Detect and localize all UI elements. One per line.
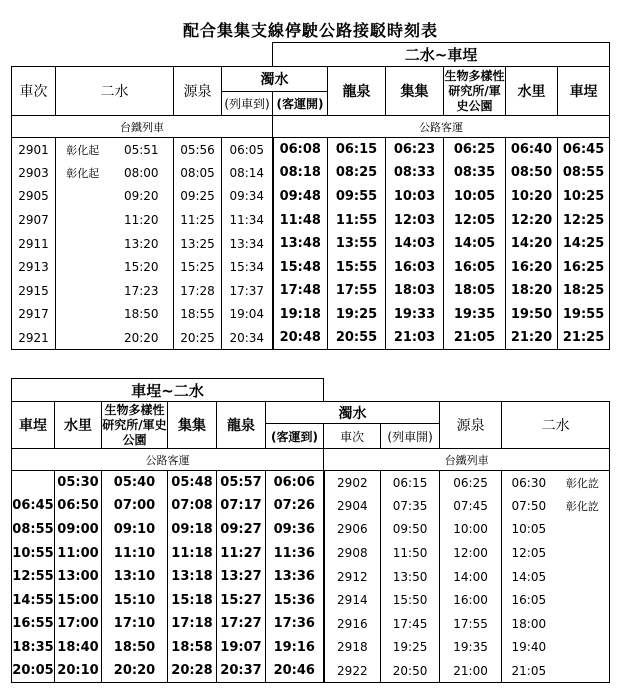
table-cell: 12:20 xyxy=(506,208,558,232)
table-cell: 2922 xyxy=(324,659,381,683)
table-cell: 11:25 xyxy=(174,208,222,232)
table-cell: 19:18 xyxy=(273,303,328,327)
table-cell: 15:50 xyxy=(381,588,440,612)
table-cell: 2916 xyxy=(324,612,381,636)
table-cell: 10:25 xyxy=(558,185,610,209)
table-cell: 2905 xyxy=(12,185,56,209)
header-bus-arrive: (客運到) xyxy=(266,424,324,449)
table-cell: 17:36 xyxy=(266,612,324,636)
header-longquan: 龍泉 xyxy=(328,67,386,116)
table-cell: 07:26 xyxy=(266,494,324,518)
table-cell: 12:55 xyxy=(12,565,55,589)
table-cell: 2902 xyxy=(324,471,381,495)
header-car-no: 車次 xyxy=(324,424,381,449)
table-cell: 11:20 xyxy=(110,208,174,232)
table-row xyxy=(12,565,610,589)
table-cell: 2907 xyxy=(12,208,56,232)
table-cell: 17:37 xyxy=(222,279,273,303)
table-cell xyxy=(56,232,110,256)
table-cell: 21:05 xyxy=(444,326,506,350)
header-ershui: 二水 xyxy=(56,67,174,116)
table-cell: 09:48 xyxy=(273,185,328,209)
table-cell: 12:25 xyxy=(558,208,610,232)
table-cell xyxy=(56,208,110,232)
table-row xyxy=(12,518,610,542)
table-cell: 07:08 xyxy=(168,494,217,518)
section-bus: 公路客運 xyxy=(273,116,610,138)
table-cell: 19:50 xyxy=(506,303,558,327)
table-cell: 20:48 xyxy=(273,326,328,350)
table-cell: 2906 xyxy=(324,518,381,542)
table-cell: 06:50 xyxy=(55,494,102,518)
table-cell: 20:20 xyxy=(102,659,168,683)
table-cell xyxy=(12,471,55,495)
table-cell: 19:04 xyxy=(222,303,273,327)
table-cell: 17:45 xyxy=(381,612,440,636)
table-cell: 07:00 xyxy=(102,494,168,518)
table-cell: 09:27 xyxy=(217,518,266,542)
table-cell: 19:55 xyxy=(558,303,610,327)
table-cell: 15:48 xyxy=(273,255,328,279)
header-checheng: 車埕 xyxy=(12,402,55,449)
table-row xyxy=(12,138,610,162)
header-bio-institute: 生物多樣性研究所/軍史公園 xyxy=(444,67,506,116)
table-cell: 18:00 xyxy=(502,612,556,636)
table-cell: 09:25 xyxy=(174,185,222,209)
table-cell: 2903 xyxy=(12,161,56,185)
header-bus-depart: (客運開) xyxy=(273,92,328,116)
table-cell: 19:33 xyxy=(386,303,444,327)
table-cell: 21:05 xyxy=(502,659,556,683)
header-checheng: 車埕 xyxy=(558,67,610,116)
table-cell: 13:25 xyxy=(174,232,222,256)
route-title: 車埕~二水 xyxy=(12,379,324,402)
table-cell: 13:10 xyxy=(102,565,168,589)
table-cell: 17:55 xyxy=(328,279,386,303)
table-cell: 09:36 xyxy=(266,518,324,542)
table-cell: 2915 xyxy=(12,279,56,303)
table-cell: 17:27 xyxy=(217,612,266,636)
table-cell: 17:55 xyxy=(440,612,502,636)
table-cell: 16:00 xyxy=(440,588,502,612)
table-cell: 06:45 xyxy=(558,138,610,162)
table-cell: 08:33 xyxy=(386,161,444,185)
table-cell: 11:50 xyxy=(381,541,440,565)
table-cell: 20:05 xyxy=(12,659,55,683)
table-cell: 2913 xyxy=(12,255,56,279)
table-cell: 09:20 xyxy=(110,185,174,209)
blank-cell xyxy=(12,43,273,67)
table-cell: 08:55 xyxy=(12,518,55,542)
table-cell: 15:27 xyxy=(217,588,266,612)
table-cell: 09:18 xyxy=(168,518,217,542)
table-cell: 20:55 xyxy=(328,326,386,350)
table-cell: 19:16 xyxy=(266,636,324,660)
table-cell: 15:20 xyxy=(110,255,174,279)
table-cell: 13:34 xyxy=(222,232,273,256)
table-cell: 15:25 xyxy=(174,255,222,279)
table-cell: 14:55 xyxy=(12,588,55,612)
table-cell: 18:40 xyxy=(55,636,102,660)
table-cell: 15:00 xyxy=(55,588,102,612)
table-cell: 2918 xyxy=(324,636,381,660)
table-cell: 19:25 xyxy=(328,303,386,327)
table-cell: 17:28 xyxy=(174,279,222,303)
table-cell xyxy=(556,636,610,660)
table-cell: 06:15 xyxy=(381,471,440,495)
table-cell: 19:35 xyxy=(440,636,502,660)
table-cell: 05:30 xyxy=(55,471,102,495)
table-cell: 14:05 xyxy=(444,232,506,256)
table-cell: 19:35 xyxy=(444,303,506,327)
table-cell: 10:03 xyxy=(386,185,444,209)
table-cell xyxy=(556,565,610,589)
table-cell: 18:58 xyxy=(168,636,217,660)
table-row xyxy=(12,659,610,683)
table-cell: 05:57 xyxy=(217,471,266,495)
table-cell: 07:35 xyxy=(381,494,440,518)
table-cell: 13:18 xyxy=(168,565,217,589)
table-cell: 20:34 xyxy=(222,326,273,350)
table-cell: 21:20 xyxy=(506,326,558,350)
table-cell: 16:55 xyxy=(12,612,55,636)
table-cell: 10:05 xyxy=(444,185,506,209)
table-cell: 14:25 xyxy=(558,232,610,256)
table-cell: 20:37 xyxy=(217,659,266,683)
table-cell: 07:50 xyxy=(502,494,556,518)
table-row xyxy=(12,636,610,660)
table-cell: 13:36 xyxy=(266,565,324,589)
header-rail-arrive: (列車到) xyxy=(222,92,273,116)
table-cell: 13:27 xyxy=(217,565,266,589)
table-row xyxy=(12,612,610,636)
table-cell: 17:00 xyxy=(55,612,102,636)
table-cell: 18:35 xyxy=(12,636,55,660)
table-cell: 06:30 xyxy=(502,471,556,495)
table-row xyxy=(12,185,610,209)
table-cell: 15:55 xyxy=(328,255,386,279)
table-cell: 11:10 xyxy=(102,541,168,565)
table-cell: 09:50 xyxy=(381,518,440,542)
table-cell xyxy=(556,588,610,612)
header-jiji: 集集 xyxy=(168,402,217,449)
table-cell: 08:14 xyxy=(222,161,273,185)
table-row xyxy=(12,494,610,518)
table-row xyxy=(12,232,610,256)
header-car-no: 車次 xyxy=(12,67,56,116)
table-cell: 彰化訖 xyxy=(556,494,610,518)
table-cell: 05:48 xyxy=(168,471,217,495)
header-rail-depart: (列車開) xyxy=(381,424,440,449)
table-cell: 20:50 xyxy=(381,659,440,683)
table-cell: 09:55 xyxy=(328,185,386,209)
table-cell xyxy=(556,659,610,683)
table-cell: 10:05 xyxy=(502,518,556,542)
table-cell: 10:55 xyxy=(12,541,55,565)
table-cell: 14:20 xyxy=(506,232,558,256)
table-row xyxy=(12,471,610,495)
table-cell: 17:48 xyxy=(273,279,328,303)
table-cell: 2921 xyxy=(12,326,56,350)
table-cell: 11:55 xyxy=(328,208,386,232)
table-cell: 16:05 xyxy=(444,255,506,279)
table-cell: 20:20 xyxy=(110,326,174,350)
table-cell: 11:34 xyxy=(222,208,273,232)
table-cell: 18:50 xyxy=(102,636,168,660)
timetable-ershui-to-checheng xyxy=(11,42,610,350)
table-row xyxy=(12,161,610,185)
table-cell: 彰化起 xyxy=(56,138,110,162)
table-cell: 08:18 xyxy=(273,161,328,185)
table-cell: 12:03 xyxy=(386,208,444,232)
table-cell: 06:15 xyxy=(328,138,386,162)
table-cell: 18:25 xyxy=(558,279,610,303)
table-cell xyxy=(56,185,110,209)
table-cell: 19:07 xyxy=(217,636,266,660)
table-cell: 2901 xyxy=(12,138,56,162)
table-cell: 2911 xyxy=(12,232,56,256)
timetable-checheng-to-ershui xyxy=(11,378,610,683)
table-cell: 15:36 xyxy=(266,588,324,612)
table-cell: 18:05 xyxy=(444,279,506,303)
table-cell: 13:20 xyxy=(110,232,174,256)
table-cell: 14:05 xyxy=(502,565,556,589)
table-cell: 13:00 xyxy=(55,565,102,589)
table-cell: 08:55 xyxy=(558,161,610,185)
table-row xyxy=(12,326,610,350)
table-cell: 09:10 xyxy=(102,518,168,542)
table-cell: 16:20 xyxy=(506,255,558,279)
table-cell xyxy=(56,255,110,279)
header-yuanquan: 源泉 xyxy=(174,67,222,116)
section-rail: 台鐵列車 xyxy=(12,116,273,138)
table-cell: 06:23 xyxy=(386,138,444,162)
table-cell: 15:10 xyxy=(102,588,168,612)
header-longquan: 龍泉 xyxy=(217,402,266,449)
table-cell: 11:00 xyxy=(55,541,102,565)
table-cell: 08:25 xyxy=(328,161,386,185)
table-cell: 13:50 xyxy=(381,565,440,589)
table-cell: 06:25 xyxy=(440,471,502,495)
table-cell: 18:50 xyxy=(110,303,174,327)
table-cell: 09:34 xyxy=(222,185,273,209)
header-bio-institute: 生物多樣性研究所/軍史公園 xyxy=(102,402,167,447)
table-cell: 08:00 xyxy=(110,161,174,185)
table-row xyxy=(12,541,610,565)
table-cell: 2904 xyxy=(324,494,381,518)
table-cell: 10:00 xyxy=(440,518,502,542)
table-cell: 20:46 xyxy=(266,659,324,683)
table-cell xyxy=(56,303,110,327)
table-cell: 21:00 xyxy=(440,659,502,683)
table-cell: 05:51 xyxy=(110,138,174,162)
table-cell: 11:48 xyxy=(273,208,328,232)
header-ershui: 二水 xyxy=(502,402,610,449)
table-cell: 10:20 xyxy=(506,185,558,209)
table-cell: 17:23 xyxy=(110,279,174,303)
table-cell: 06:45 xyxy=(12,494,55,518)
table-cell: 11:27 xyxy=(217,541,266,565)
table-cell: 09:00 xyxy=(55,518,102,542)
header-zhuoshui: 濁水 xyxy=(222,67,328,92)
table-cell: 19:40 xyxy=(502,636,556,660)
table-cell: 11:18 xyxy=(168,541,217,565)
table-cell: 20:28 xyxy=(168,659,217,683)
table-cell: 19:25 xyxy=(381,636,440,660)
table-cell: 2914 xyxy=(324,588,381,612)
table-cell: 12:05 xyxy=(502,541,556,565)
header-yuanquan: 源泉 xyxy=(440,402,502,449)
table-cell: 16:05 xyxy=(502,588,556,612)
table-cell: 16:25 xyxy=(558,255,610,279)
section-rail: 台鐵列車 xyxy=(324,449,610,471)
table-cell: 21:03 xyxy=(386,326,444,350)
table-cell: 18:03 xyxy=(386,279,444,303)
table-row xyxy=(12,303,610,327)
table-cell: 20:25 xyxy=(174,326,222,350)
table-cell: 18:55 xyxy=(174,303,222,327)
header-shuili: 水里 xyxy=(55,402,102,449)
table-cell xyxy=(56,326,110,350)
table-cell: 06:40 xyxy=(506,138,558,162)
table-cell: 2917 xyxy=(12,303,56,327)
table-cell: 2908 xyxy=(324,541,381,565)
table-cell xyxy=(556,518,610,542)
table-cell: 17:10 xyxy=(102,612,168,636)
table-cell xyxy=(556,541,610,565)
table-cell: 08:35 xyxy=(444,161,506,185)
table-row xyxy=(12,255,610,279)
blank-cell xyxy=(324,379,610,402)
table-cell: 17:18 xyxy=(168,612,217,636)
table-cell: 21:25 xyxy=(558,326,610,350)
table-cell: 15:18 xyxy=(168,588,217,612)
table-cell: 彰化起 xyxy=(56,161,110,185)
table-cell: 06:05 xyxy=(222,138,273,162)
table-cell: 2912 xyxy=(324,565,381,589)
header-jiji: 集集 xyxy=(386,67,444,116)
table-cell xyxy=(556,612,610,636)
table-cell: 14:03 xyxy=(386,232,444,256)
table-cell: 15:34 xyxy=(222,255,273,279)
table-cell: 08:50 xyxy=(506,161,558,185)
table-cell: 13:48 xyxy=(273,232,328,256)
table-row xyxy=(12,588,610,612)
table-cell: 12:05 xyxy=(444,208,506,232)
table-row xyxy=(12,208,610,232)
header-zhuoshui: 濁水 xyxy=(266,402,440,424)
table-cell: 18:20 xyxy=(506,279,558,303)
table-cell: 07:45 xyxy=(440,494,502,518)
table-cell: 16:03 xyxy=(386,255,444,279)
table-cell xyxy=(56,279,110,303)
table-cell: 12:00 xyxy=(440,541,502,565)
table-cell: 07:17 xyxy=(217,494,266,518)
table-cell: 06:25 xyxy=(444,138,506,162)
table-cell: 13:55 xyxy=(328,232,386,256)
table-row xyxy=(12,279,610,303)
route-title: 二水~車埕 xyxy=(273,43,610,67)
page-title: 配合集集支線停駛公路接駁時刻表 xyxy=(182,21,438,40)
table-cell: 11:36 xyxy=(266,541,324,565)
table-cell: 08:05 xyxy=(174,161,222,185)
section-bus: 公路客運 xyxy=(12,449,324,471)
header-shuili: 水里 xyxy=(506,67,558,116)
table-cell: 05:40 xyxy=(102,471,168,495)
table-cell: 06:06 xyxy=(266,471,324,495)
table-cell: 20:10 xyxy=(55,659,102,683)
table-cell: 06:08 xyxy=(273,138,328,162)
table-cell: 05:56 xyxy=(174,138,222,162)
table-cell: 彰化訖 xyxy=(556,471,610,495)
table-cell: 14:00 xyxy=(440,565,502,589)
